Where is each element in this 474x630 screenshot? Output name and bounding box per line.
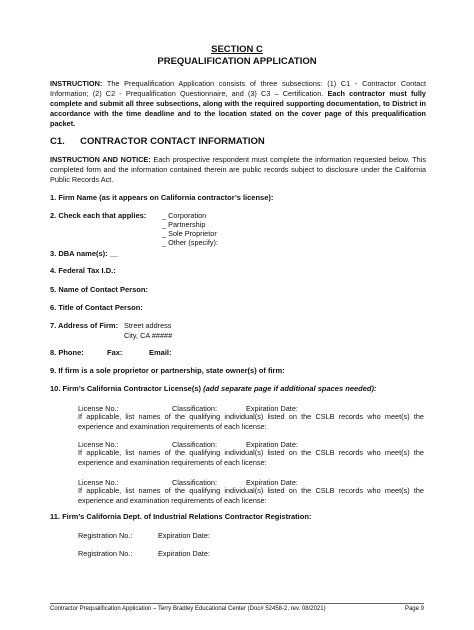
expiration-2: Expiration Date: — [246, 440, 298, 449]
fax-label: Fax: — [107, 348, 123, 357]
address-label: 7. Address of Firm: — [50, 321, 119, 330]
page-number: Page 9 — [404, 606, 424, 612]
instruction-bold-text: Each contractor must fully complete and submit all three subsections, along with the required supporting documentation, to District in accordance with the time deadline and to the location stated on the cover page of this prequalification packet. — [50, 89, 426, 128]
address-line1: Street address — [124, 321, 172, 330]
c1-heading-text: CONTRACTOR CONTACT INFORMATION — [80, 136, 265, 147]
dir-heading: 11. Firm’s California Dept. of Industrial Relations Contractor Registration: — [50, 512, 312, 521]
classification-3: Classification: — [172, 478, 218, 487]
reg-expiration-2: Expiration Date: — [158, 549, 210, 558]
option-partnership[interactable]: _ Partnership — [162, 220, 206, 229]
c1-heading — [50, 136, 265, 147]
cslb-text-2: If applicable, list names of the qualifying individual(s) listed on the CSLB records who meet(s) the experience and examination requirements of each license: — [78, 448, 424, 467]
c1-number: C1. — [50, 136, 65, 147]
cslb-text-1: If applicable, list names of the qualifying individual(s) listed on the CSLB records who meet(s) the experience and examination requirements of each license: — [78, 412, 424, 431]
classification-1: Classification: — [172, 404, 218, 413]
notice-label: INSTRUCTION AND NOTICE: — [50, 155, 151, 164]
notice-paragraph — [50, 155, 426, 185]
option-sole-proprietor[interactable]: _ Sole Proprietor — [162, 229, 217, 238]
classification-2: Classification: — [172, 440, 218, 449]
instruction-text: The Prequalification Application consists of three subsections: (1) C1 - Contractor Contact Information; (2) C2 - Prequalification Questionnaire, and (3) C3 – Certification. — [50, 79, 426, 98]
section-subtitle: PREQUALIFICATION APPLICATION — [157, 56, 317, 67]
phone-label: 8. Phone: — [50, 348, 84, 357]
license-no-1: License No.: — [78, 404, 119, 413]
option-other[interactable]: _ Other (specify): — [162, 238, 218, 247]
sole-prop-label: 9. If firm is a sole proprietor or partnership, state owner(s) of firm: — [50, 366, 285, 375]
notice-text: Each prospective respondent must complete the information requested below. This completed form and the information contained therein are public records subject to disclosure under the California Public Records Act. — [50, 155, 426, 184]
license-no-3: License No.: — [78, 478, 119, 487]
page-footer — [50, 603, 424, 612]
reg-expiration-1: Expiration Date: — [158, 531, 210, 540]
firm-name-label: 1. Firm Name (as it appears on California contractor’s license): — [50, 193, 274, 202]
registration-no-2: Registration No.: — [78, 549, 133, 558]
email-label: Email: — [149, 348, 172, 357]
license-heading — [50, 384, 377, 393]
license-heading-text: 10. Firm’s California Contractor License(s) — [50, 384, 202, 393]
registration-no-1: Registration No.: — [78, 531, 133, 540]
expiration-3: Expiration Date: — [246, 478, 298, 487]
instruction-label: INSTRUCTION: — [50, 79, 103, 88]
cslb-text-3: If applicable, list names of the qualifying individual(s) listed on the CSLB records who meet(s) the experience and examination requirements of each license: — [78, 486, 424, 505]
address-line2: City, CA ##### — [124, 331, 173, 340]
license-no-2: License No.: — [78, 440, 119, 449]
license-note: (add separate page if additional spaces needed): — [203, 384, 377, 393]
check-label: 2. Check each that applies: — [50, 211, 147, 220]
instruction-paragraph — [50, 79, 426, 129]
expiration-1: Expiration Date: — [246, 404, 298, 413]
dba-label: 3. DBA name(s): __ — [50, 249, 119, 258]
section-title: SECTION C — [211, 44, 263, 55]
option-corporation[interactable]: _ Corporation — [162, 211, 207, 220]
contact-name-label: 5. Name of Contact Person: — [50, 285, 148, 294]
tax-id-label: 4. Federal Tax I.D.: — [50, 266, 116, 275]
contact-title-label: 6. Title of Contact Person: — [50, 303, 143, 312]
footer-text: Contractor Prequalification Application – Terry Bradley Educational Center (Doc# 52458-2, rev. 08/2021) — [50, 606, 326, 612]
